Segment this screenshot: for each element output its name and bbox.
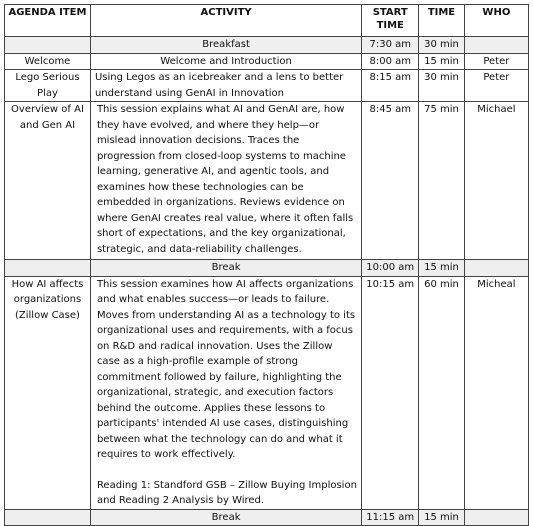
row-who <box>464 260 528 277</box>
row-item <box>5 509 91 526</box>
row-start: 7:30 am <box>362 37 419 54</box>
row-time: 60 min <box>419 276 465 509</box>
row-activity: Breakfast <box>90 37 361 54</box>
row-time: 30 min <box>419 37 465 54</box>
row-who: Michael <box>464 102 528 260</box>
row-start: 10:15 am <box>362 276 419 509</box>
row-item <box>5 260 91 277</box>
row-activity-cell <box>90 276 361 509</box>
table-row-break-1 <box>5 260 529 277</box>
row-activity: This session examines how AI affects organizations and what enables success—or leads to failure. Moves from understanding AI as a technology to its organizational uses and requirements, with a focus on R&D and radical innovation. Uses the Zillow case as a high-profile example of strong commitment followed by failure, highlighting the organizational, strategic, and execution factors behind the outcome. Applies these lessons to participants' intended AI use cases, distinguishing between what the technology can do and what it requires to work effectively. <box>96 278 356 460</box>
table-row-breakfast <box>5 37 529 54</box>
row-time: 15 min <box>419 53 465 70</box>
header-who: WHO <box>464 5 528 37</box>
row-who <box>464 37 528 54</box>
header-start-time: START TIME <box>362 5 419 37</box>
table-row-lego <box>5 70 529 102</box>
row-item: Overview of AI and Gen AI <box>5 102 91 260</box>
row-who: Micheal <box>464 276 528 509</box>
agenda-table <box>4 4 529 526</box>
row-who: Peter <box>464 70 528 102</box>
row-start: 11:15 am <box>362 509 419 526</box>
header-time: TIME <box>419 5 465 37</box>
row-item: Welcome <box>5 53 91 70</box>
row-activity: Break <box>90 509 361 526</box>
row-item <box>5 37 91 54</box>
row-start: 10:00 am <box>362 260 419 277</box>
row-item: How AI affects organizations (Zillow Case) <box>5 276 91 509</box>
row-who <box>464 509 528 526</box>
paragraph-gap <box>97 463 357 478</box>
row-activity: Using Legos as an icebreaker and a lens to better understand using GenAI in Innovation <box>90 70 361 102</box>
row-item: Lego Serious Play <box>5 70 91 102</box>
table-row-welcome <box>5 53 529 70</box>
row-time: 30 min <box>419 70 465 102</box>
header-agenda-item: AGENDA ITEM <box>5 5 91 37</box>
table-row-break-2 <box>5 509 529 526</box>
table-row-overview <box>5 102 529 260</box>
row-start: 8:45 am <box>362 102 419 260</box>
row-activity: Break <box>90 260 361 277</box>
row-start: 8:15 am <box>362 70 419 102</box>
header-activity: ACTIVITY <box>90 5 361 37</box>
row-time: 75 min <box>419 102 465 260</box>
table-row-zillow <box>5 276 529 509</box>
row-time: 15 min <box>419 509 465 526</box>
row-activity: This session explains what AI and GenAI are, how they have evolved, and where they help—or mislead innovation decisions. Traces the progression from closed-loop systems to machine learning, generative AI, and agentic tools, and examines how these technologies can be embedded in organizations. Reviews evidence on where GenAI creates real value, where it often falls short of expectations, and the key organizational, strategic, and data-reliability challenges. <box>90 102 361 260</box>
header-row <box>5 5 529 37</box>
row-time: 15 min <box>419 260 465 277</box>
row-activity: Welcome and Introduction <box>90 53 361 70</box>
row-who: Peter <box>464 53 528 70</box>
row-start: 8:00 am <box>362 53 419 70</box>
row-activity-reading: Reading 1: Standford GSB – Zillow Buying Implosion and Reading 2 Analysis by Wired. <box>96 479 357 506</box>
